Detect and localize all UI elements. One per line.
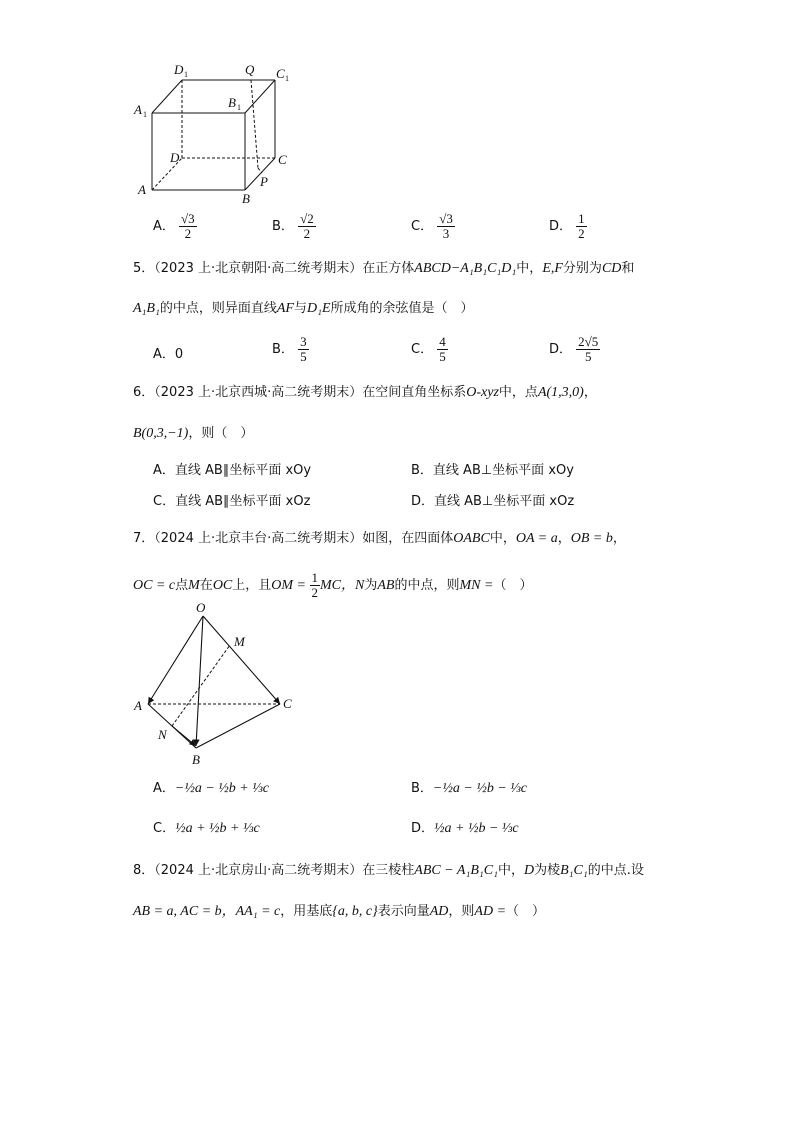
q7-line2: OC = c点M在OC上，且OM = $\frac{1}{2}$ MC，N为AB的中点，则MN =（ ） [133, 570, 533, 600]
cube-figure [130, 58, 310, 208]
svg-text:1: 1 [237, 103, 241, 112]
label-a: A [134, 698, 142, 713]
q5-option-a[interactable]: A．0 [153, 347, 184, 362]
label-b1: B [228, 95, 236, 110]
q4-option-d[interactable]: D． $\frac{1}{2}$ [549, 211, 585, 241]
label-m: M [234, 634, 245, 649]
q5-option-b[interactable]: B． $\frac{3}{5}$ [272, 334, 307, 364]
svg-text:1: 1 [143, 110, 147, 119]
label-b: B [242, 191, 250, 206]
label-c1: C [276, 66, 285, 81]
svg-text:1: 1 [285, 74, 289, 83]
label-b: B [192, 752, 200, 767]
q7-option-c[interactable]: C．½a + ½b + ⅓c [153, 821, 260, 836]
label-a1: A [134, 102, 142, 117]
q6-option-d[interactable]: D．直线 AB⊥坐标平面 xOz [411, 494, 575, 509]
q6-option-c[interactable]: C．直线 AB∥坐标平面 xOz [153, 494, 311, 509]
q8-line2: AB = a, AC = b，AA₁ = c，用基底{a, b, c}表示向量AD，则AD =（ ） [133, 904, 546, 919]
q6-option-a[interactable]: A．直线 AB∥坐标平面 xOy [153, 463, 312, 478]
label-p: P [260, 174, 268, 189]
q7-option-d[interactable]: D．½a + ½b − ⅓c [411, 821, 519, 836]
q4-option-b[interactable]: B． $\frac{√2}{2}$ [272, 211, 314, 241]
q5-option-d[interactable]: D． $\frac{2√5}{5}$ [549, 334, 599, 364]
label-n: N [158, 727, 167, 742]
label-q: Q [245, 62, 255, 77]
q6-option-b[interactable]: B．直线 AB⊥坐标平面 xOy [411, 463, 574, 478]
q8-line1: 8．（2024 上·北京房山·高二统考期末）在三棱柱ABC − A₁B₁C₁中，D为棱B₁C₁的中点.设 [133, 863, 644, 878]
label-a: A [138, 182, 146, 197]
q4-option-a[interactable]: A． $\frac{√3}{2}$ [153, 211, 195, 241]
q4-option-c[interactable]: C． $\frac{√3}{3}$ [411, 211, 453, 241]
label-d: D [170, 150, 180, 165]
label-c: C [283, 696, 292, 711]
q7-line1: 7．（2024 上·北京丰台·高二统考期末）如图，在四面体OABC中，OA = a，OB = b， [133, 531, 626, 546]
label-o: O [196, 600, 206, 615]
q6-line2: B(0,3,−1)，则（ ） [133, 426, 254, 441]
q5-line1: 5．（2023 上·北京朝阳·高二统考期末）在正方体ABCD−A₁B₁C₁D₁中，E,F分别为CD和 [133, 261, 635, 276]
q7-option-a[interactable]: A．−½a − ½b + ⅓c [153, 781, 269, 796]
svg-text:1: 1 [184, 70, 188, 79]
q6-line1: 6．（2023 上·北京西城·高二统考期末）在空间直角坐标系O-xyz中，点A(1,3,0)， [133, 385, 597, 400]
q5-line2: A₁B₁的中点，则异面直线AF与D₁E所成角的余弦值是（ ） [133, 301, 474, 316]
label-c: C [278, 152, 287, 167]
q7-option-b[interactable]: B．−½a − ½b − ⅓c [411, 781, 527, 796]
tetrahedron-figure [130, 598, 305, 770]
label-d1: D [174, 62, 184, 77]
q5-option-c[interactable]: C． $\frac{4}{5}$ [411, 334, 446, 364]
